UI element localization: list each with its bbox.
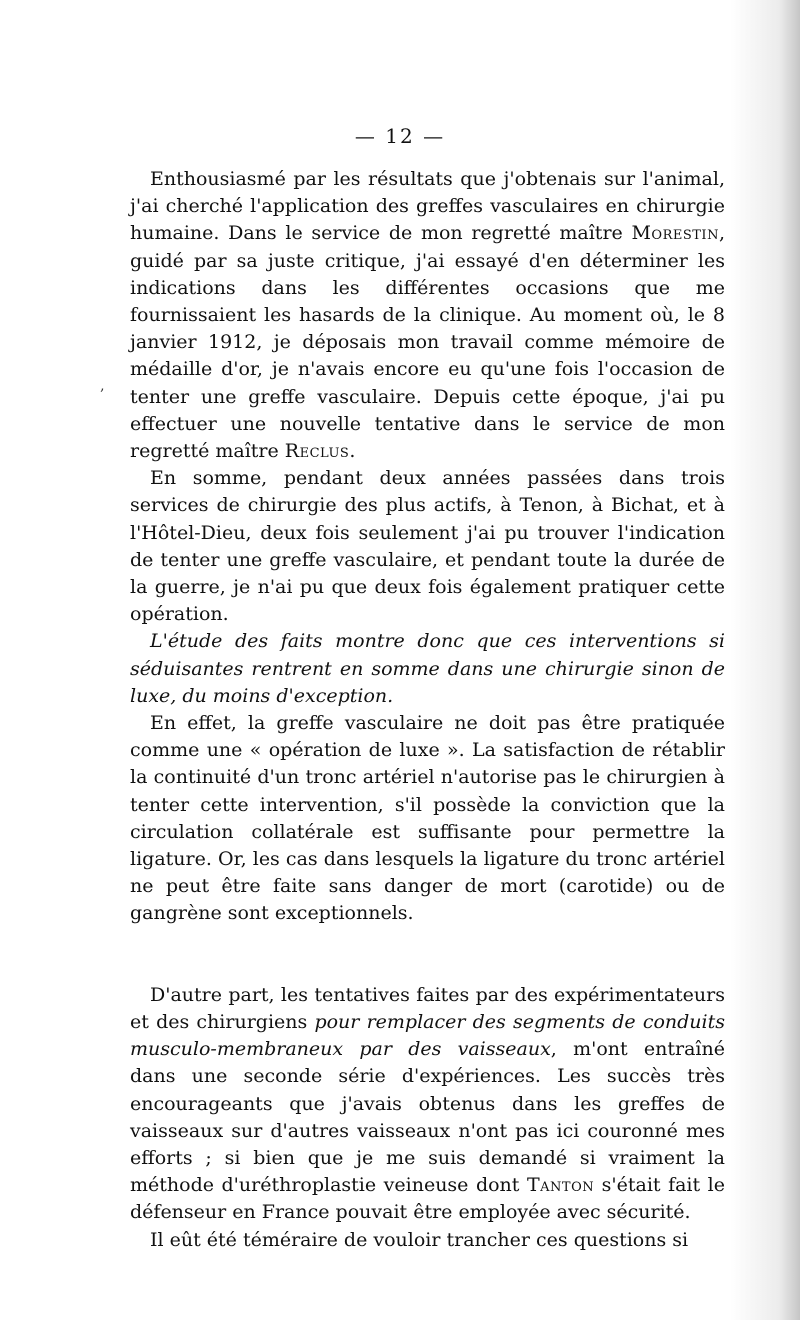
paragraph-4: En effet, la greffe vasculaire ne doit pas être pratiquée comme une « opération de luxe ». La satisfaction de rétablir la continuité d'un tronc artériel n'autorise pas le chirurgien à tenter cette intervention, s'il possède la conviction que la circulation collatérale est suffisante pour permettre la ligature. Or, les cas dans lesquels la ligature du tronc artériel ne peut être faite sans danger de mort (carotide) ou de gangrène sont exceptionnels.: [130, 712, 725, 925]
paragraph-5-text-c: s'était fait le défenseur en France pouvait être employée avec sécurité.: [130, 1174, 725, 1224]
paragraph-5: [130, 982, 725, 1227]
author-name-morestin: Morestin: [631, 222, 719, 245]
paragraph-1: [130, 166, 725, 465]
paragraph-6: Il eût été téméraire de vouloir trancher ces questions si: [150, 1228, 689, 1251]
paragraph-3-italic: L'étude des faits montre donc que ces interventions si séduisantes rentrent en somme dans une chirurgie sinon de luxe, du moins d'exception.: [130, 630, 725, 707]
page-number: — 12 —: [354, 124, 446, 148]
margin-mark: ‚: [100, 378, 105, 394]
paragraph-3: [130, 628, 725, 710]
author-name-reclus: Reclus: [284, 440, 350, 463]
paragraph-1-text-a: Enthousiasmé par les résultats que j'obtenais sur l'animal, j'ai cherché l'application des greffes vasculaires en chirurgie humaine. Dans le service de mon regretté maître: [130, 168, 725, 245]
author-name-tanton: Tanton: [526, 1174, 595, 1197]
paragraph-5-text-b: , m'ont entraîné dans une seconde série d'expériences. Les succès très encourageants que j'avais obtenus dans les greffes de vaisseaux sur d'autres vaisseaux n'ont pas ici couronné mes efforts ; si bien que je me suis demandé si vraiment la méthode d'uréthroplastie veineuse dont: [130, 1038, 725, 1197]
paragraph-1-text-b: , guidé par sa juste critique, j'ai essayé d'en déterminer les indications dans les différentes occasions que me fournissaient les hasards de la clinique. Au moment où, le 8 janvier 1912, je déposais mon travail comme mémoire de médaille d'or, je n'avais encore eu qu'une fois l'occasion de tenter une greffe vasculaire. Depuis cette époque, j'ai pu effectuer une nouvelle tentative dans le service de mon regretté maître: [130, 222, 725, 463]
body-text: [130, 166, 725, 1254]
page-edge-shadow: [730, 0, 800, 1320]
paragraph-2: En somme, pendant deux années passées dans trois services de chirurgie des plus actifs, à Tenon, à Bichat, et à l'Hôtel-Dieu, deux fois seulement j'ai pu trouver l'indication de tenter une greffe vasculaire, et pendant toute la durée de la guerre, je n'ai pu que deux fois également pratiquer cette opération.: [130, 467, 725, 626]
paragraph-1-text-c: .: [349, 440, 356, 463]
paragraph-5-text-a: D'autre part, les tentatives faites par des expérimentateurs et des chirurgiens: [130, 983, 725, 1033]
paragraph-5-italic: pour remplacer des segments de conduits musculo-membraneux par des vaisseaux: [130, 1010, 726, 1061]
